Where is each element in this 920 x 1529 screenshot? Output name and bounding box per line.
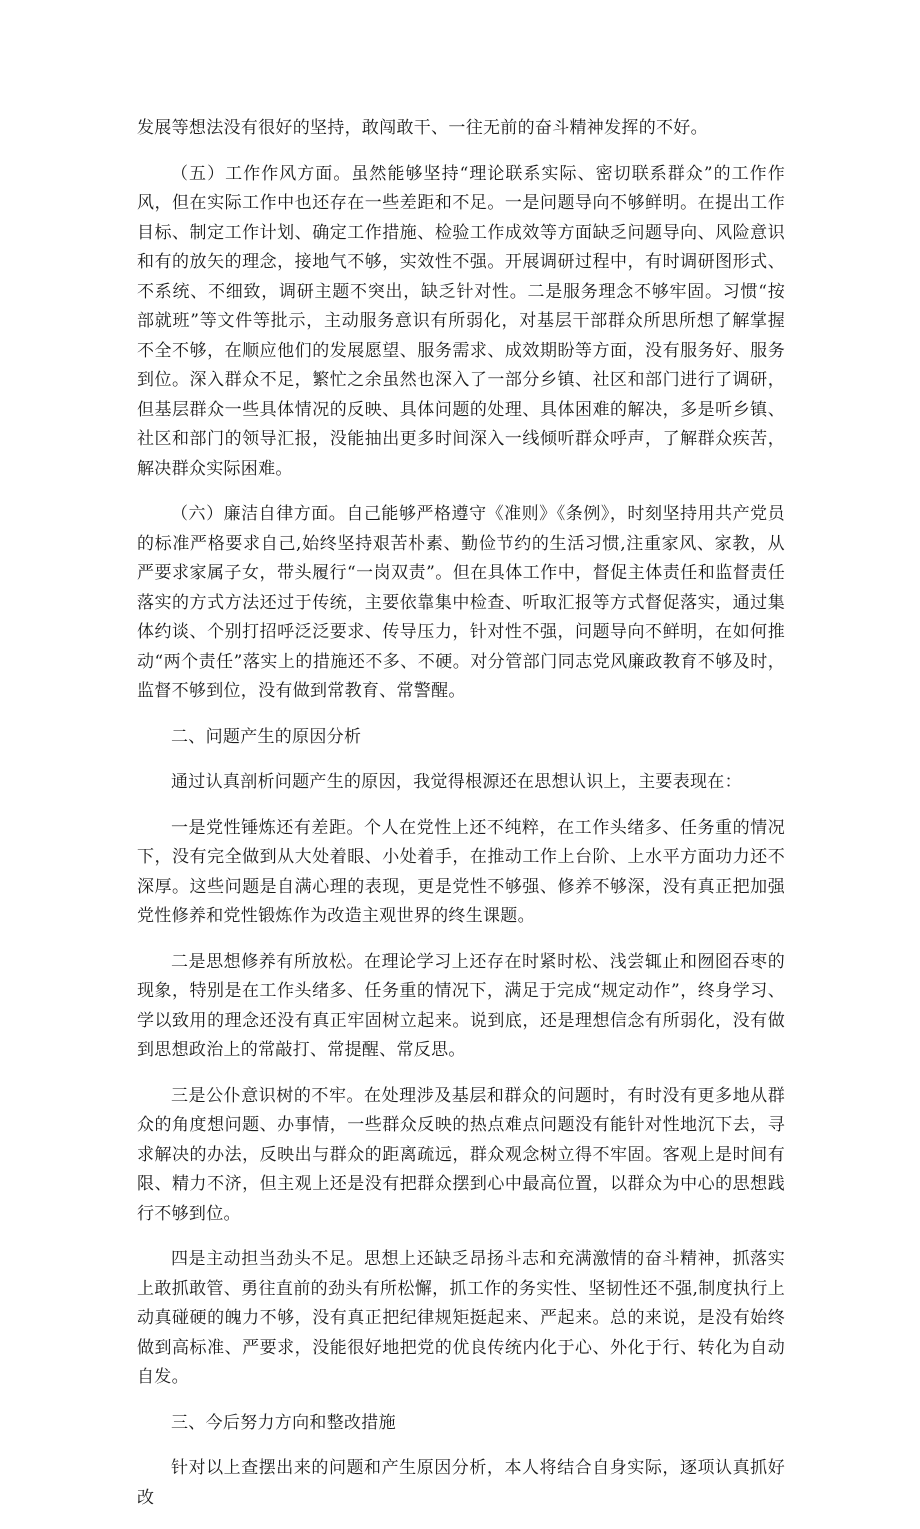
document-body xyxy=(137,114,785,1529)
paragraph-work-style: （五）工作作风方面。虽然能够坚持“理论联系实际、密切联系群众”的工作作风，但在实际工作中也还存在一些差距和不足。一是问题导向不够鲜明。在提出工作目标、制定工作计划、确定工作措施、检验工作成效等方面缺乏问题导向、风险意识和有的放矢的理念，接地气不够，实效性不强。开展调研过程中，有时调研图形式、不系统、不细致，调研主题不突出，缺乏针对性。二是服务理念不够牢固。习惯“按部就班”等文件等批示，主动服务意识有所弱化，对基层干部群众所思所想了解掌握不全不够，在顺应他们的发展愿望、服务需求、成效期盼等方面，没有服务好、服务到位。深入群众不足，繁忙之余虽然也深入了一部分乡镇、社区和部门进行了调研，但基层群众一些具体情况的反映、具体问题的处理、具体困难的解决，多是听乡镇、社区和部门的领导汇报，没能抽出更多时间深入一线倾听群众呼声，了解群众疾苦，解决群众实际困难。 xyxy=(137,163,785,479)
paragraph-causes-intro: 通过认真剖析问题产生的原因，我觉得根源还在思想认识上，主要表现在： xyxy=(171,772,742,792)
paragraph-integrity: （六）廉洁自律方面。自己能够严格遵守《准则》《条例》，时刻坚持用共产党员的标准严格要求自己,始终坚持艰苦朴素、勤俭节约的生活习惯,注重家风、家教，从严要求家属子女，带头履行“一岗双责”。但在具体工作中，督促主体责任和监督责任落实的方式方法还过于传统，主要依靠集中检查、听取汇报等方式督促落实，通过集体约谈、个别打招呼泛泛要求、传导压力，针对性不强，问题导向不鲜明，在如何推动“两个责任”落实上的措施还不多、不硬。对分管部门同志党风廉政教育不够及时，监督不够到位，没有做到常教育、常警醒。 xyxy=(137,504,785,701)
paragraph-cause-1: 一是党性锤炼还有差距。个人在党性上还不纯粹，在工作头绪多、任务重的情况下，没有完全做到从大处着眼、小处着手，在推动工作上台阶、上水平方面功力还不深厚。这些问题是自满心理的表现，更是党性不够强、修养不够深，没有真正把加强党性修养和党性锻炼作为改造主观世界的终生课题。 xyxy=(137,817,785,926)
paragraph-cause-4: 四是主动担当劲头不足。思想上还缺乏昂扬斗志和充满激情的奋斗精神，抓落实上敢抓敢管、勇往直前的劲头有所松懈，抓工作的务实性、坚韧性还不强,制度执行上动真碰硬的魄力不够，没有真正把纪律规矩挺起来、严起来。总的来说，是没有始终做到高标准、严要求，没能很好地把党的优良传统内化于心、外化于行、转化为自动自发。 xyxy=(137,1249,785,1387)
section-heading-causes: 二、问题产生的原因分析 xyxy=(171,726,362,747)
paragraph-cause-2: 二是思想修养有所放松。在理论学习上还存在时紧时松、浅尝辄止和囫囵吞枣的现象，特别是在工作头绪多、任务重的情况下，满足于完成“规定动作”，终身学习、学以致用的理念还没有真正牢固树立起来。说到底，还是理想信念有所弱化，没有做到思想政治上的常敲打、常提醒、常反思。 xyxy=(137,951,785,1060)
paragraph-cause-3: 三是公仆意识树的不牢。在处理涉及基层和群众的问题时，有时没有更多地从群众的角度想问题、办事情，一些群众反映的热点难点问题没有能针对性地沉下去，寻求解决的办法，反映出与群众的距离疏远，群众观念树立得不牢固。客观上是时间有限、精力不济，但主观上还是没有把群众摆到心中最高位置，以群众为中心的思想践行不够到位。 xyxy=(137,1085,785,1224)
paragraph-measures-intro: 针对以上查摆出来的问题和产生原因分析，本人将结合自身实际，逐项认真抓好改 xyxy=(137,1458,785,1508)
section-heading-measures: 三、今后努力方向和整改措施 xyxy=(171,1412,396,1433)
paragraph-continuation: 发展等想法没有很好的坚持，敢闯敢干、一往无前的奋斗精神发挥的不好。 xyxy=(137,118,708,138)
